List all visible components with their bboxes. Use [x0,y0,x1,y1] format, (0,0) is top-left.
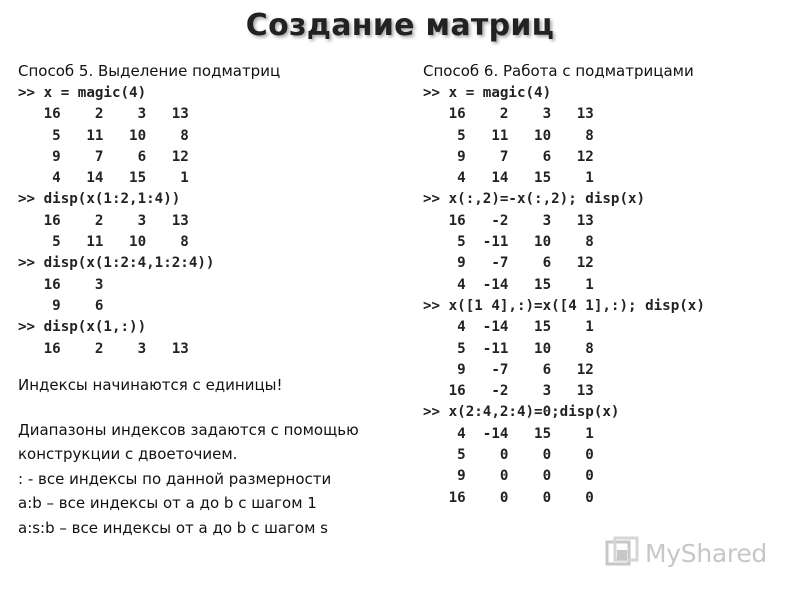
description-line: : - все индексы по данной размерности [18,469,332,488]
code-line: >> x(:,2)=-x(:,2); disp(x) [423,191,646,208]
code-line: 9 -7 6 12 [423,361,594,378]
description-line: Диапазоны индексов задаются с помощью [18,420,359,439]
index-note: Индексы начинаются с единицы! [18,375,283,394]
left-code-block [18,83,398,360]
code-line: 5 11 10 8 [18,234,189,251]
code-line: 4 -14 15 1 [423,276,594,293]
right-heading: Способ 6. Работа с подматрицами [423,62,694,80]
range-description [18,418,398,541]
description-line: a:s:b – все индексы от a до b с шагом s [18,518,328,537]
code-line: >> x = magic(4) [18,85,147,101]
left-heading: Способ 5. Выделение подматриц [18,62,281,80]
code-line: 5 0 0 0 [423,447,594,464]
code-line: 16 2 3 13 [423,106,594,123]
code-line: 4 14 15 1 [423,170,594,187]
myshared-watermark [605,533,767,573]
code-line: >> x([1 4],:)=x([4 1],:); disp(x) [423,297,705,314]
myshared-logo-icon [605,536,639,570]
code-line: 16 3 [18,276,104,293]
code-line: 16 -2 3 13 [423,383,594,400]
right-code-block [423,83,793,509]
right-column [423,60,793,509]
code-line: 5 11 10 8 [18,127,189,144]
code-line: >> x = magic(4) [423,85,552,101]
watermark-text: MyShared [645,538,767,568]
code-line: 9 6 [18,297,104,314]
code-line: 16 0 0 0 [423,489,594,506]
code-line: 5 -11 10 8 [423,234,594,251]
code-line: 4 -14 15 1 [423,319,594,336]
code-line: >> disp(x(1:2:4,1:2:4)) [18,255,215,272]
code-line: 5 11 10 8 [423,127,594,144]
description-line: a:b – все индексы от a до b с шагом 1 [18,494,317,513]
description-line: конструкции с двоеточием. [18,445,238,464]
code-line: 16 2 3 13 [18,106,189,123]
code-line: 9 0 0 0 [423,468,594,485]
code-line: 16 2 3 13 [18,212,189,229]
page-title: Создание матриц [245,8,555,43]
code-line: 4 -14 15 1 [423,425,594,442]
code-line: 16 2 3 13 [18,340,189,357]
left-column [18,60,398,540]
code-line: 16 -2 3 13 [423,212,594,229]
code-line: >> x(2:4,2:4)=0;disp(x) [423,404,620,421]
code-line: 4 14 15 1 [18,170,189,187]
code-line: 9 -7 6 12 [423,255,594,272]
code-line: 5 -11 10 8 [423,340,594,357]
code-line: >> disp(x(1,:)) [18,319,147,336]
code-line: 9 7 6 12 [18,148,189,165]
code-line: >> disp(x(1:2,1:4)) [18,191,181,208]
code-line: 9 7 6 12 [423,148,594,165]
